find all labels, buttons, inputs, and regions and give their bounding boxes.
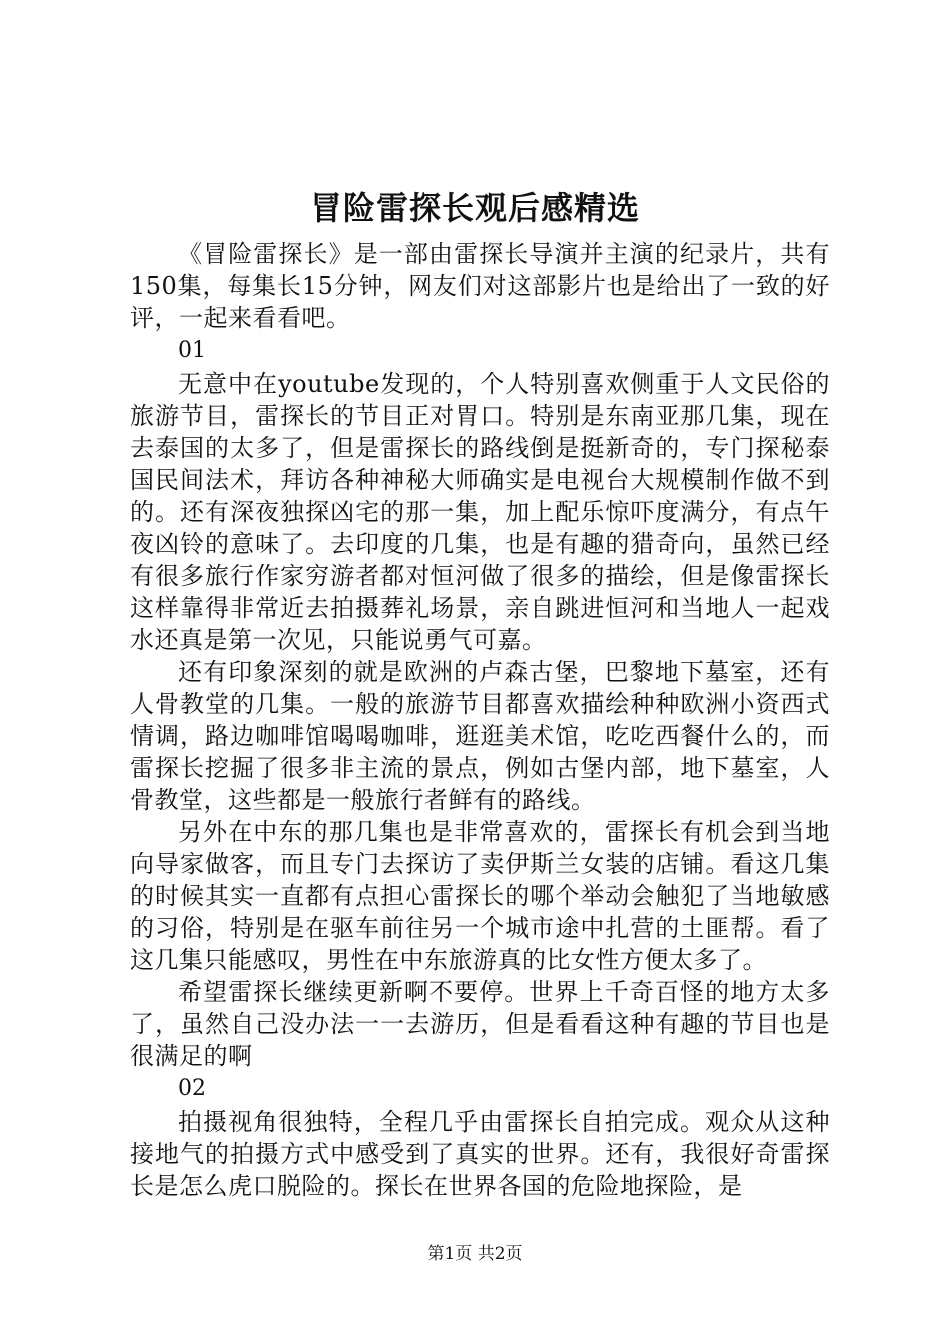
section-01-paragraph-4: 希望雷探长继续更新啊不要停。世界上千奇百怪的地方太多了，虽然自己没办法一一去游历，但是看看这种有趣的节目也是很满足的啊 [130,978,830,1070]
article-body [130,238,830,1202]
section-02-paragraph-1: 拍摄视角很独特，全程几乎由雷探长自拍完成。观众从这种接地气的拍摄方式中感受到了真实的世界。还有，我很好奇雷探长是怎么虎口脱险的。探长在世界各国的危险地探险，是 [130,1108,830,1200]
section-01-paragraph-2: 还有印象深刻的就是欧洲的卢森古堡，巴黎地下墓室，还有人骨教堂的几集。一般的旅游节目都喜欢描绘种种欧洲小资西式情调，路边咖啡馆喝喝咖啡，逛逛美术馆，吃吃西餐什么的，而雷探长挖掘了很多非主流的景点，例如古堡内部，地下墓室，人骨教堂，这些都是一般旅行者鲜有的路线。 [130,658,830,814]
intro-paragraph: 《冒险雷探长》是一部由雷探长导演并主演的纪录片，共有150集，每集长15分钟，网友们对这部影片也是给出了一致的好评，一起来看看吧。 [130,240,830,332]
page-title: 冒险雷探长观后感精选 [309,189,640,227]
page-footer: 第1页 共2页 [427,1244,523,1264]
section-number-02: 02 [178,1076,206,1101]
section-01-paragraph-3: 另外在中东的那几集也是非常喜欢的，雷探长有机会到当地向导家做客，而且专门去探访了卖伊斯兰女装的店铺。看这几集的时候其实一直都有点担心雷探长的哪个举动会触犯了当地敏感的习俗，特别是在驱车前往另一个城市途中扎营的土匪帮。看了这几集只能感叹，男性在中东旅游真的比女性方便太多了。 [130,818,830,974]
section-01-paragraph-1: 无意中在youtube发现的，个人特别喜欢侧重于人文民俗的旅游节目，雷探长的节目正对胃口。特别是东南亚那几集，现在去泰国的太多了，但是雷探长的路线倒是挺新奇的，专门探秘泰国民间法术，拜访各种神秘大师确实是电视台大规模制作做不到的。还有深夜独探凶宅的那一集，加上配乐惊吓度满分，有点午夜凶铃的意味了。去印度的几集，也是有趣的猎奇向，虽然已经有很多旅行作家穷游者都对恒河做了很多的描绘，但是像雷探长这样靠得非常近去拍摄葬礼场景，亲自跳进恒河和当地人一起戏水还真是第一次见，只能说勇气可嘉。 [130,370,830,654]
section-number-01: 01 [178,338,206,363]
